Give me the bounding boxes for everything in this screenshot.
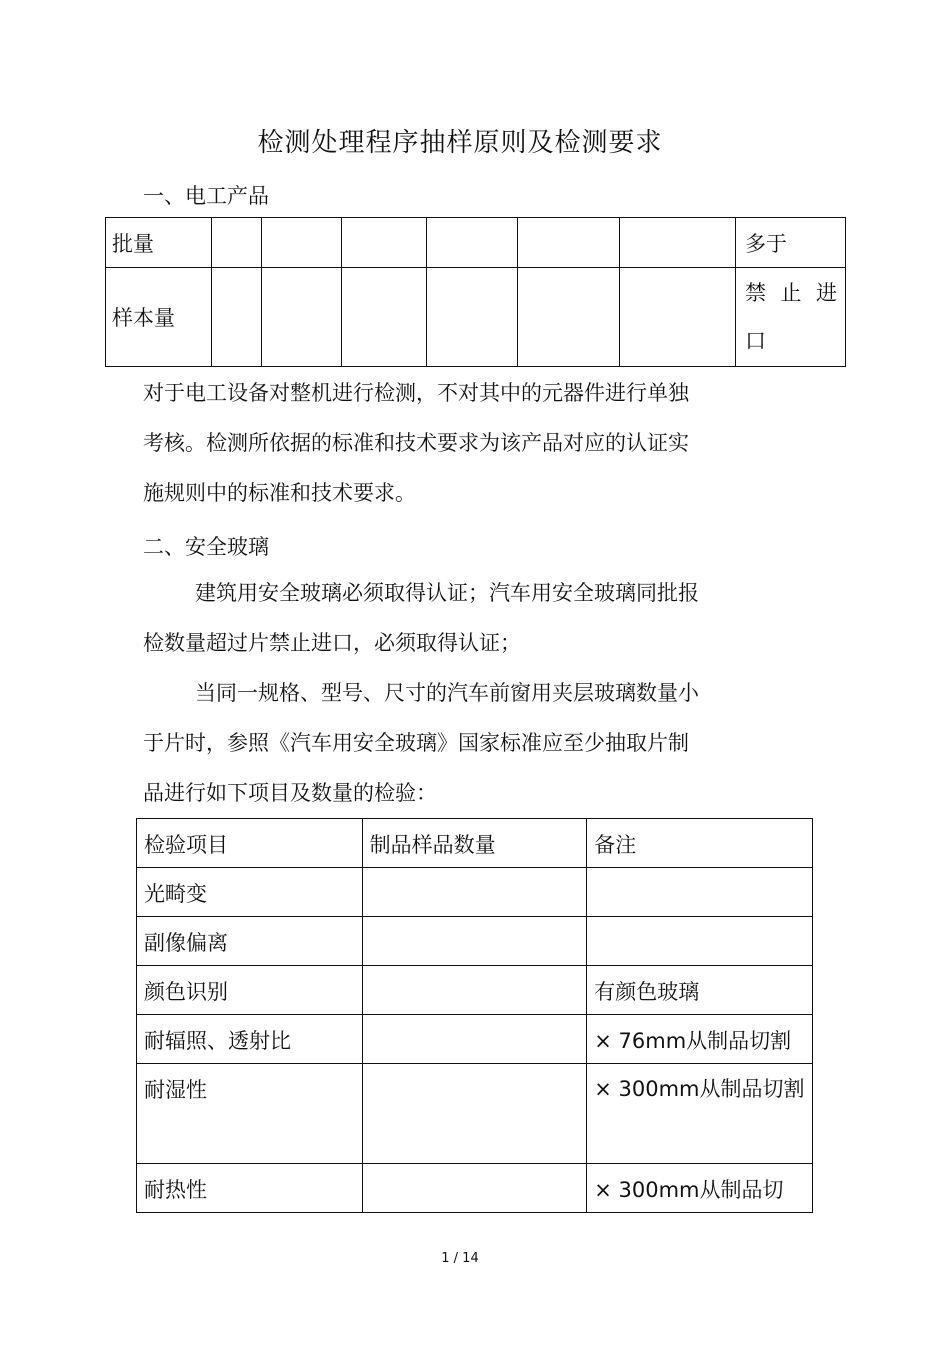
char: 进 [816, 281, 837, 305]
table-cell [587, 917, 813, 966]
char: 止 [780, 281, 802, 305]
table-cell: 耐辐照、透射比 [137, 1015, 363, 1064]
table-cell [362, 868, 587, 917]
table-cell: 耐热性 [137, 1164, 363, 1213]
table-row [106, 218, 846, 268]
table-row [106, 268, 846, 367]
table-cell: × 300mm从制品切 [587, 1164, 813, 1213]
text-line: 检数量超过片禁止进口，必须取得认证； [143, 631, 521, 655]
table-cell [212, 268, 262, 367]
text-line: 建筑用安全玻璃必须取得认证；汽车用安全玻璃同批报 [195, 581, 699, 605]
table-row [137, 1015, 813, 1064]
text-line: 施规则中的标准和技术要求。 [143, 481, 416, 505]
table-cell [518, 218, 620, 268]
table-cell [342, 218, 427, 268]
table-cell: 副像偏离 [137, 917, 363, 966]
electrical-product-table [105, 217, 846, 367]
text-line: 于片时，参照《汽车用安全玻璃》国家标准应至少抽取片制 [143, 731, 689, 755]
table-cell [427, 268, 518, 367]
glass-inspection-table [136, 818, 813, 1213]
table-cell [620, 268, 736, 367]
table-cell [518, 268, 620, 367]
table-header-cell: 备注 [587, 819, 813, 868]
table-header-cell: 检验项目 [137, 819, 363, 868]
table-cell [620, 218, 736, 268]
table-cell [362, 1164, 587, 1213]
table-cell [342, 268, 427, 367]
text-line: 品进行如下项目及数量的检验： [143, 781, 437, 805]
text-line: 当同一规格、型号、尺寸的汽车前窗用夹层玻璃数量小 [195, 681, 699, 705]
table-cell: 有颜色玻璃 [587, 966, 813, 1015]
table-cell [587, 868, 813, 917]
table-row [137, 966, 813, 1015]
table-header-row [137, 819, 813, 868]
section-2-paragraph-1 [143, 568, 699, 668]
text-line: 对于电工设备对整机进行检测，不对其中的元器件进行单独 [143, 381, 689, 405]
table-cell: 批量 [106, 218, 212, 268]
table-cell [362, 966, 587, 1015]
page-number: 1 / 14 [441, 1251, 479, 1266]
table-cell: × 300mm从制品切割 [587, 1064, 813, 1164]
table-cell [262, 268, 342, 367]
table-cell [427, 218, 518, 268]
table-row [137, 1064, 813, 1164]
table-cell [362, 1064, 587, 1164]
table-cell [736, 268, 846, 367]
table-cell: × 76mm从制品切割 [587, 1015, 813, 1064]
table-cell [362, 1015, 587, 1064]
table-cell: 样本量 [106, 268, 212, 367]
text-line: 考核。检测所依据的标准和技术要求为该产品对应的认证实 [143, 431, 689, 455]
table-cell [212, 218, 262, 268]
section-1-heading: 一、电工产品 [143, 184, 269, 208]
section-1-paragraph [143, 368, 689, 518]
table-row [137, 917, 813, 966]
table-cell: 耐湿性 [137, 1064, 363, 1164]
table-row [137, 868, 813, 917]
table-cell: 多于 [736, 218, 846, 268]
char: 禁 [745, 281, 766, 305]
table-cell [262, 218, 342, 268]
wrapped-line: 口 [745, 329, 766, 353]
table-row [137, 1164, 813, 1213]
table-header-cell: 制品样品数量 [362, 819, 587, 868]
section-2-heading: 二、安全玻璃 [143, 535, 269, 559]
table-cell: 光畸变 [137, 868, 363, 917]
justified-line [745, 269, 837, 317]
table-cell: 颜色识别 [137, 966, 363, 1015]
page-title: 检测处理程序抽样原则及检测要求 [257, 128, 663, 158]
section-2-paragraph-2 [143, 668, 699, 818]
table-cell [362, 917, 587, 966]
